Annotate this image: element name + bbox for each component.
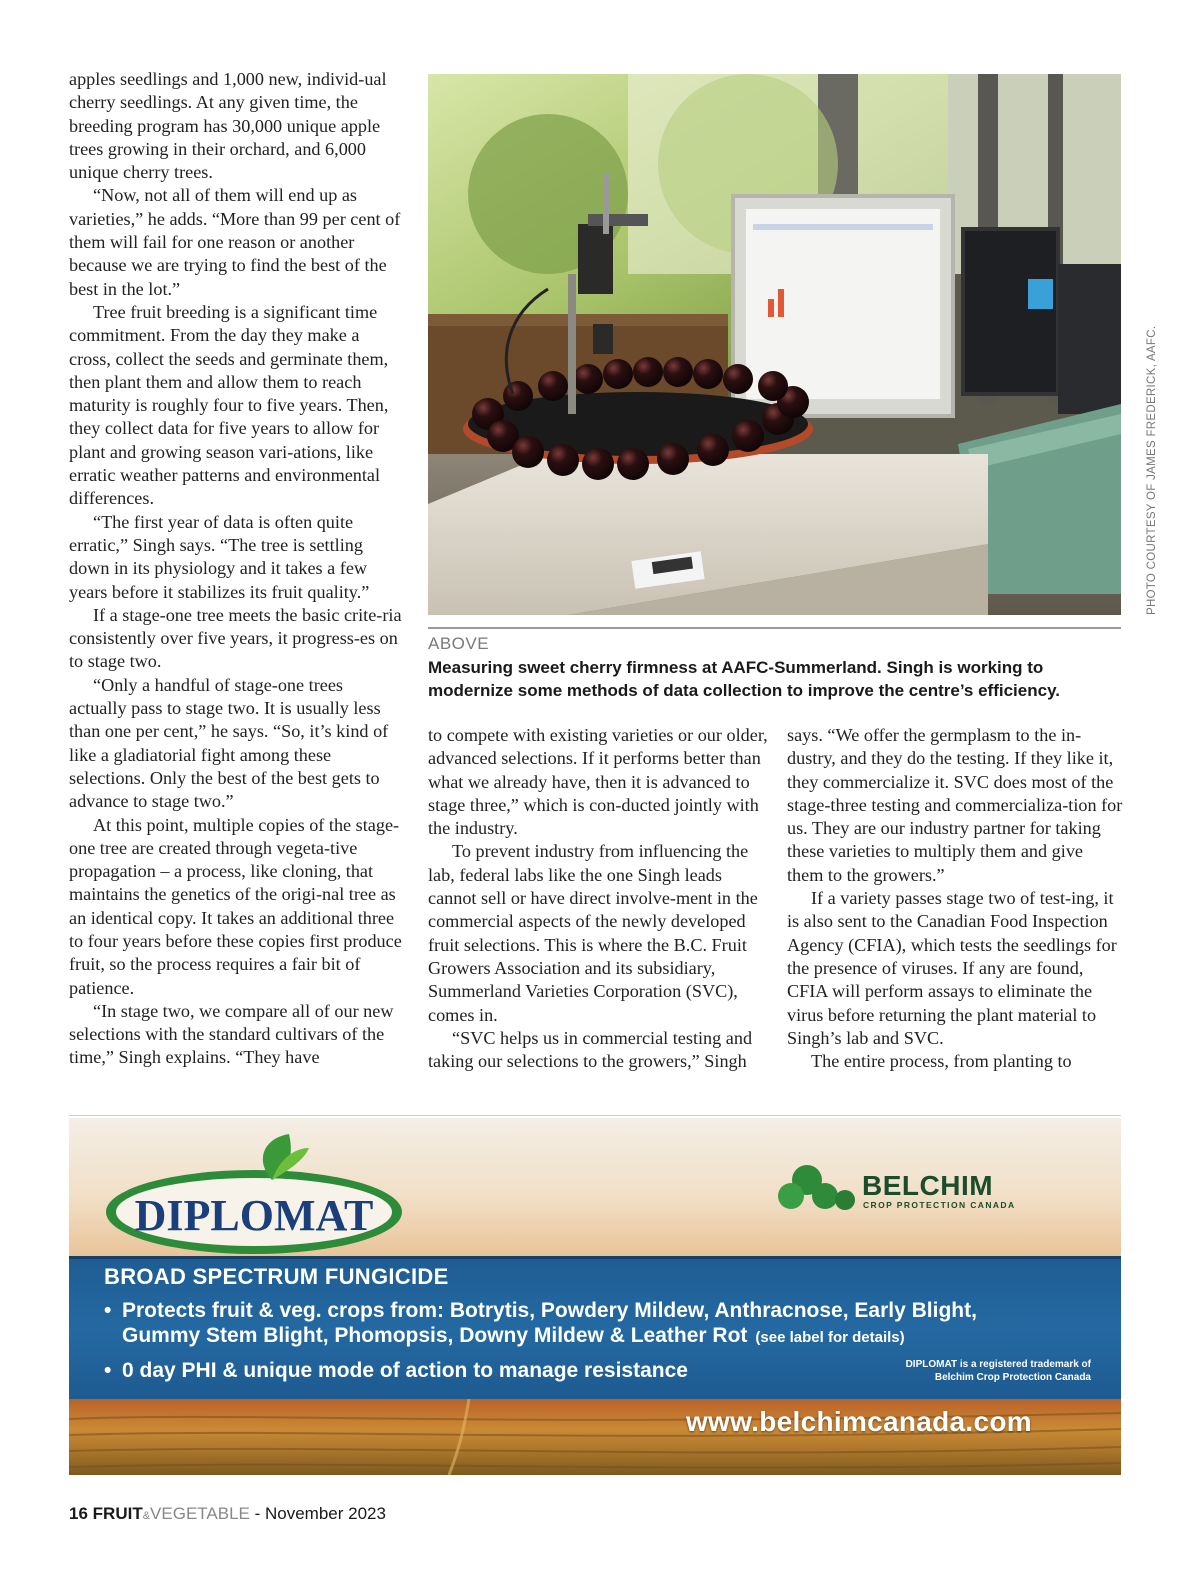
photo-credit: PHOTO COURTESY OF JAMES FREDERICK, AAFC. [1146, 325, 1158, 615]
caption-label: ABOVE [428, 634, 490, 653]
article-column-1 [69, 68, 403, 1070]
ad-trademark-notice: DIPLOMAT is a registered trademark of Belchim Crop Protection Canada [905, 1359, 1091, 1383]
issue-date: - November 2023 [249, 1504, 386, 1523]
paragraph: “The first year of data is often quite erratic,” Singh says. “The tree is settling down in its physiology and it takes a few years before it stabilizes its fruit quality.” [69, 511, 370, 602]
article-column-3 [787, 724, 1123, 1073]
paragraph: “Only a handful of stage-one trees actually pass to stage two. It is usually less than one per cent,” he says. “So, it’s kind of like a gladiatorial fight among these selections. Only the best of the best gets to advance to stage two.” [69, 674, 389, 812]
belchim-leaf-icon [777, 1162, 861, 1212]
magazine-name-fruit: FRUIT [92, 1504, 143, 1523]
magazine-name-ampersand: & [142, 1510, 151, 1522]
ad-divider [69, 1115, 1121, 1116]
caption-divider [428, 627, 1121, 629]
diplomat-advertisement[interactable] [69, 1118, 1121, 1475]
paragraph: says. “We offer the germplasm to the in-dustry, and they do the testing. If they like it, they commercialize it. SVC does most of the stage-three testing and commercializa-tion for us. They are our industry partner for taking these varieties to multiply them and give them to the growers.” [787, 725, 1123, 885]
diplomat-logo [104, 1130, 414, 1260]
page-footer [69, 1504, 386, 1524]
magazine-name-vegetable: VEGETABLE [150, 1504, 250, 1523]
paragraph: Tree fruit breeding is a significant time commitment. From the day they make a cross, collect the seeds and germinate them, then plant them and allow them to reach maturity is roughly four to five years. Then, they collect data for five years to allow for plant and growing season vari-ations, like erratic weather patterns and environmental differences. [69, 301, 389, 509]
paragraph: To prevent industry from influencing the lab, federal labs like the one Singh leads cannot sell or have direct involve-ment in the commercial aspects of the newly developed fruit selections. This is where the B.C. Fruit Growers Association and its subsidiary, Summerland Varieties Corporation (SVC), comes in. [428, 841, 758, 1025]
diplomat-wordmark: DIPLOMAT [134, 1191, 374, 1240]
paragraph: apples seedlings and 1,000 new, individ-ual cherry seedlings. At any given time, the breeding program has 30,000 unique apple trees growing in their orchard, and 6,000 unique cherry trees. [69, 69, 387, 183]
lab-photo [428, 74, 1121, 615]
paragraph: At this point, multiple copies of the stage-one tree are created through vegeta-tive propagation – a process, like cloning, that maintains the genetics of the origi-nal tree as an identical copy. It takes an additional three to four years before these copies first produce fruit, so the process requires a fair bit of patience. [69, 814, 402, 998]
paragraph: to compete with existing varieties or our older, advanced selections. If it performs better than what we already have, then it is advanced to stage three,” which is con-ducted jointly with the industry. [428, 725, 768, 839]
ad-headline: BROAD SPECTRUM FUNGICIDE [104, 1264, 449, 1289]
paragraph: “In stage two, we compare all of our new selections with the standard cultivars of the time,” Singh explains. “They have [69, 1000, 394, 1068]
ad-bullet-1: • Protects fruit & veg. crops from: Botrytis, Powdery Mildew, Anthracnose, Early Blight, [104, 1299, 977, 1322]
bullet-icon: • [104, 1299, 112, 1322]
article-column-2 [428, 724, 768, 1073]
paragraph: If a stage-one tree meets the basic crite-ria consistently over five years, it progress-es on to stage two. [69, 604, 402, 672]
ad-website-link[interactable]: www.belchimcanada.com [685, 1406, 1032, 1437]
ad-bullet-1-continued: Gummy Stem Blight, Phomopsis, Downy Mildew & Leather Rot (see label for details) [122, 1324, 905, 1347]
paragraph: The entire process, from planting to [811, 1051, 1072, 1072]
belchim-name: BELCHIM [862, 1170, 994, 1201]
paragraph: If a variety passes stage two of test-ing, it is also sent to the Canadian Food Inspection Agency (CFIA), which tests the seedlings for the presence of viruses. If any are found, CFIA will perform assays to eliminate the virus before returning the plant material to Singh’s lab and SVC. [787, 888, 1117, 1048]
ad-bullet-2: • 0 day PHI & unique mode of action to manage resistance [104, 1359, 688, 1382]
photo-caption: Measuring sweet cherry firmness at AAFC-Summerland. Singh is working to modernize some methods of data collection to improve the centre’s efficiency. [428, 658, 1060, 700]
belchim-subtitle: CROP PROTECTION CANADA [863, 1200, 1016, 1210]
ad-label-note: (see label for details) [755, 1329, 905, 1346]
bullet-icon: • [104, 1359, 112, 1382]
page-number: 16 [69, 1504, 88, 1523]
cherry-firmness-tester-image [428, 74, 1121, 615]
paragraph: “Now, not all of them will end up as varieties,” he adds. “More than 99 per cent of them will fail for one reason or another because we are trying to find the best of the best in the lot.” [69, 185, 401, 299]
paragraph: “SVC helps us in commercial testing and taking our selections to the growers,” Singh [428, 1027, 753, 1072]
